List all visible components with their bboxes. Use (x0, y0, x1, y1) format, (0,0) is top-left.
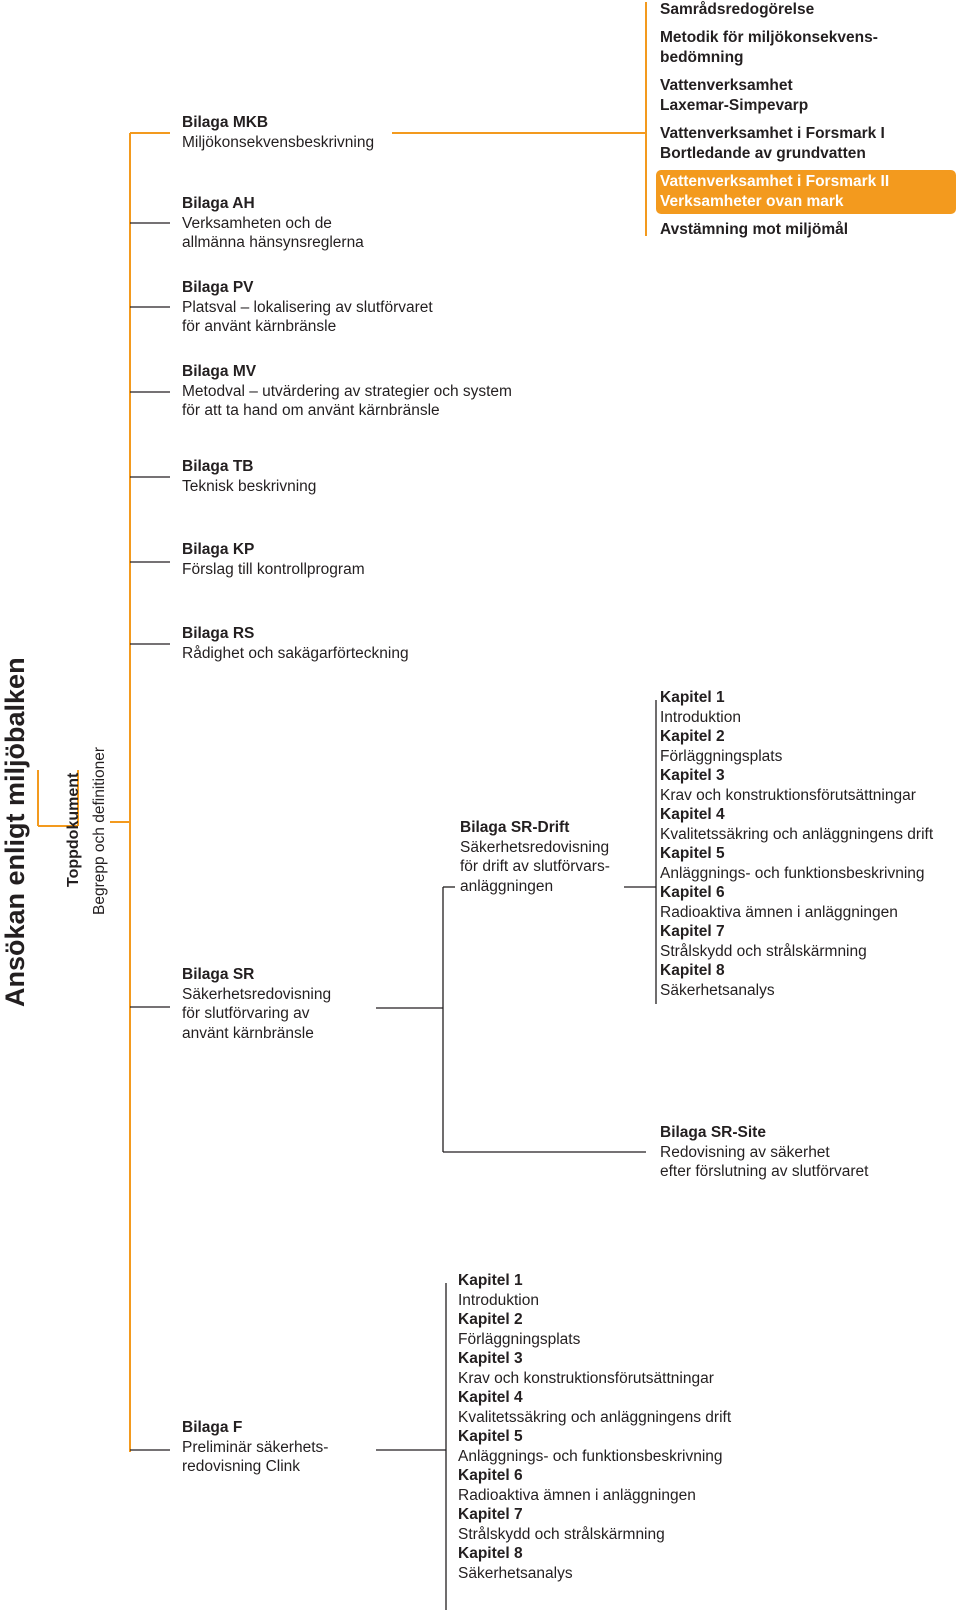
bilaga-sr-site (660, 1123, 869, 1182)
mkb-item-forsmark-1 (660, 124, 885, 163)
mkb-item-metodik (660, 28, 878, 67)
kapitel-title: Kapitel 7 (660, 923, 725, 940)
bilaga-line: för använt kärnbränsle (182, 318, 337, 335)
bilaga-line: redovisning Clink (182, 1458, 301, 1475)
kapitel-desc: Krav och konstruktionsförutsättningar (458, 1369, 714, 1387)
main-title: Ansökan enligt miljöbalken (0, 657, 30, 1007)
kapitel-title: Kapitel 8 (458, 1545, 523, 1562)
mkb-item-line: Vattenverksamhet (660, 77, 793, 94)
mkb-item-line: Metodik för miljökonsekvens- (660, 29, 878, 46)
bilaga-line: Säkerhetsredovisning (182, 985, 332, 1003)
kapitel-title: Kapitel 6 (458, 1467, 523, 1484)
mkb-item-line: Vattenverksamhet i Forsmark I (660, 125, 885, 142)
bilaga-title: Bilaga RS (182, 625, 255, 642)
kapitel-desc: Strålskydd och strålskärmning (660, 942, 867, 960)
mkb-item-line: Bortledande av grundvatten (660, 144, 866, 162)
bilaga-line: Verksamheten och de (182, 214, 332, 232)
bilaga-sr (182, 965, 331, 1043)
kapitel-desc: Anläggnings- och funktionsbeskrivning (660, 864, 925, 882)
bilaga-line: efter förslutning av slutförvaret (660, 1163, 869, 1180)
kapitel-desc: Säkerhetsanalys (660, 981, 775, 999)
bilaga-line: använt kärnbränsle (182, 1024, 314, 1042)
kapitel-title: Kapitel 5 (458, 1428, 523, 1445)
kapitel-title: Kapitel 6 (660, 884, 725, 901)
mkb-item-line: Laxemar-Simpevarp (660, 96, 809, 114)
bilaga-line: Förslag till kontrollprogram (182, 560, 365, 578)
kapitel-desc: Anläggnings- och funktionsbeskrivning (458, 1447, 723, 1465)
bilaga-line: för drift av slutförvars- (460, 858, 610, 875)
bilaga-title: Bilaga MV (182, 363, 257, 380)
bilaga-pv (182, 278, 433, 337)
kapitel-desc: Förläggningsplats (660, 747, 783, 765)
kapitel-desc: Strålskydd och strålskärmning (458, 1525, 665, 1543)
bilaga-line: Miljökonsekvensbeskrivning (182, 133, 375, 151)
mkb-item-forsmark-2 (660, 172, 889, 211)
kapitel-title: Kapitel 4 (660, 806, 725, 823)
toppdokument-desc: Begrepp och definitioner (91, 746, 108, 915)
bilaga-kp (182, 540, 365, 579)
kapitel-list-clink (458, 1271, 731, 1583)
kapitel-title: Kapitel 2 (660, 728, 725, 745)
bilaga-rs (182, 624, 409, 663)
bilaga-title: Bilaga MKB (182, 114, 269, 131)
bilaga-title: Bilaga SR (182, 966, 255, 983)
kapitel-title: Kapitel 2 (458, 1311, 523, 1328)
kapitel-desc: Radioaktiva ämnen i anläggningen (660, 903, 898, 921)
mkb-item-samrad (660, 0, 814, 20)
bilaga-line: Teknisk beskrivning (182, 477, 317, 495)
bilaga-line: Preliminär säkerhets- (182, 1438, 329, 1456)
kapitel-title: Kapitel 3 (660, 767, 725, 784)
mkb-item-line: bedömning (660, 48, 744, 66)
bilaga-line: för slutförvaring av (182, 1005, 310, 1022)
bilaga-line: Redovisning av säkerhet (660, 1143, 830, 1161)
kapitel-desc: Säkerhetsanalys (458, 1564, 573, 1582)
bilaga-mkb (182, 113, 374, 152)
kapitel-desc: Krav och konstruktionsförutsättningar (660, 786, 916, 804)
toppdokument-title: Toppdokument (65, 772, 82, 887)
mkb-item-line: Samrådsredogörelse (660, 1, 815, 18)
bilaga-line: anläggningen (460, 877, 554, 895)
mkb-item-line: Vattenverksamhet i Forsmark II (660, 173, 890, 190)
kapitel-desc: Förläggningsplats (458, 1330, 581, 1348)
kapitel-list-drift (660, 688, 933, 1000)
mkb-item-line: Avstämning mot miljömål (660, 221, 849, 238)
kapitel-desc: Radioaktiva ämnen i anläggningen (458, 1486, 696, 1504)
bilaga-title: Bilaga TB (182, 458, 254, 475)
bilaga-title: Bilaga SR-Site (660, 1124, 766, 1141)
bilaga-line: Metodval – utvärdering av strategier och system (182, 382, 512, 400)
mkb-item-miljomal (660, 220, 848, 240)
bilaga-title: Bilaga SR-Drift (460, 819, 570, 836)
bilaga-line: allmänna hänsynsreglerna (182, 234, 364, 251)
bilaga-title: Bilaga PV (182, 279, 254, 296)
mkb-item-laxemar (660, 76, 808, 115)
kapitel-title: Kapitel 5 (660, 845, 725, 862)
kapitel-desc: Kvalitetssäkring och anläggningens drift (458, 1408, 732, 1426)
bilaga-tb (182, 457, 316, 496)
bilaga-f (182, 1418, 328, 1477)
bilaga-line: Platsval – lokalisering av slutförvaret (182, 298, 433, 316)
kapitel-title: Kapitel 1 (660, 689, 725, 706)
bilaga-title: Bilaga KP (182, 541, 255, 558)
bilaga-line: Säkerhetsredovisning (460, 838, 610, 856)
kapitel-desc: Introduktion (458, 1291, 539, 1309)
bilaga-sr-drift (460, 818, 610, 896)
bilaga-title: Bilaga F (182, 1419, 243, 1436)
kapitel-title: Kapitel 3 (458, 1350, 523, 1367)
kapitel-title: Kapitel 8 (660, 962, 725, 979)
kapitel-desc: Kvalitetssäkring och anläggningens drift (660, 825, 934, 843)
bilaga-ah (182, 194, 364, 253)
bilaga-line: Rådighet och sakägarförteckning (182, 644, 409, 662)
kapitel-title: Kapitel 7 (458, 1506, 523, 1523)
bilaga-title: Bilaga AH (182, 195, 255, 212)
mkb-item-line: Verksamheter ovan mark (660, 192, 844, 210)
kapitel-desc: Introduktion (660, 708, 741, 726)
bilaga-line: för att ta hand om använt kärnbränsle (182, 402, 440, 419)
kapitel-title: Kapitel 1 (458, 1272, 523, 1289)
bilaga-mv (182, 362, 512, 421)
kapitel-title: Kapitel 4 (458, 1389, 523, 1406)
